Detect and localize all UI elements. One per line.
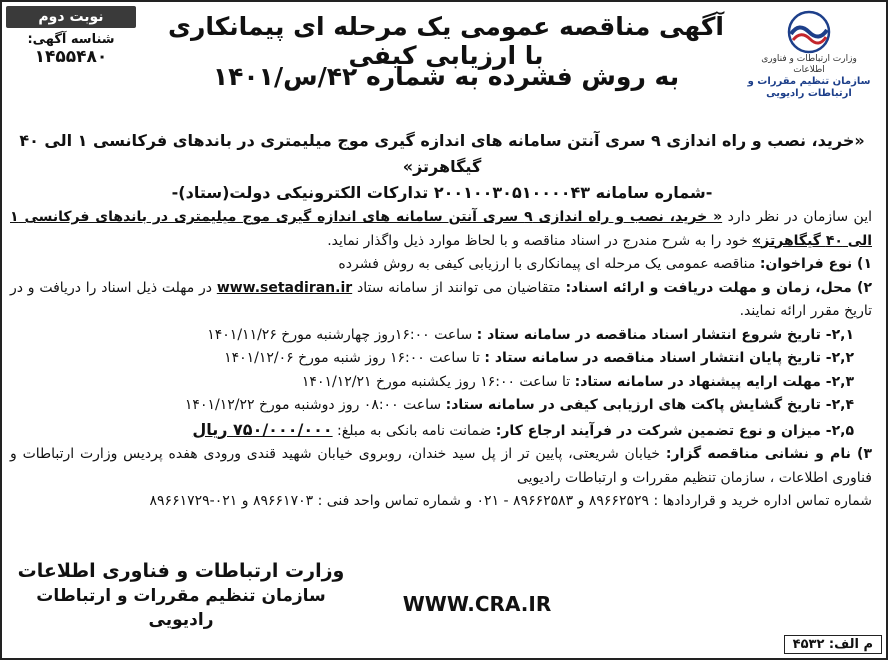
notice-id-label: شناسه آگهی: [27,32,115,47]
guarantee-amount: ۷۵۰/۰۰۰/۰۰۰ ریال [192,419,333,439]
intro-text: این سازمان در نظر دارد [722,209,873,225]
notice-number: به روش فشرده به شماره ۴۲/س/۱۴۰۱ [212,62,680,91]
item-text: ساعت ۰۸:۰۰ روز دوشنبه مورخ ۱۴۰۱/۱۲/۲۲ [184,397,446,413]
subject-line-1: «خرید، نصب و راه اندازی ۹ سری آنتن سامانه های اندازه گیری موج میلیمتری در باندهای فرکانسی ۱ الی ۴۰ گیگاهرتز» [19,131,865,176]
logo-organization: سازمان تنظیم مقررات و ارتباطات رادیویی [747,75,871,99]
section-3-text: خیابان شریعتی، پایین تر از پل سید خندان، روبروی خیابان شهید قندی ورودی هفده پردیس وزارت ارتباطات و فناوری اطلاعات ، سازمان تنظیم مقررات و ارتباطات رادیویی [10,446,872,486]
section-2 [10,277,872,324]
item-text: تا ساعت ۱۶:۰۰ روز یکشنبه مورخ ۱۴۰۱/۱۲/۲۱ [301,373,575,390]
section-1 [10,253,872,277]
section-1-text: مناقصه عمومی یک مرحله ای پیمانکاری با ارزیابی کیفی به روش فشرده [338,256,760,272]
notice-body [10,206,872,514]
subject-line-2: -شماره سامانه ۲۰۰۱۰۰۳۰۵۱۰۰۰۰۴۳ تدارکات الکترونیکی دولت(ستاد)- [171,183,713,202]
item-2-5 [10,418,872,444]
cra-wave-logo-icon [779,10,839,54]
item-text: ضمانت نامه بانکی به مبلغ: [332,422,496,439]
notice-id: ۱۴۵۵۴۸۰ [34,47,108,67]
item-2-4 [10,394,872,418]
item-label: ۲,۱- تاریخ شروع انتشار اسناد مناقصه در سامانه ستاد : [476,326,854,343]
item-label: ۲,۴- تاریخ گشایش پاکت های ارزیابی کیفی در سامانه ستاد: [445,397,854,413]
intro-tail: خود را به شرح مندرج در اسناد مناقصه و با لحاظ موارد ذیل واگذار نماید. [327,232,753,249]
item-label: ۲,۲- تاریخ پایان انتشار اسناد مناقصه در سامانه ستاد : [484,350,854,366]
item-label: ۲,۳- مهلت ارایه پیشنهاد در سامانه ستاد: [574,373,854,390]
item-text: ساعت ۱۶:۰۰روز چهارشنبه مورخ ۱۴۰۱/۱۱/۲۶ [207,326,477,343]
tender-subject [12,128,872,206]
section-2-label: ۲) محل، زمان و مهلت دریافت و ارائه اسناد: [565,279,872,296]
contact-numbers: شماره تماس اداره خرید و قراردادها : ۸۹۶۶۲۵۲۹ و ۸۹۶۶۲۵۸۳ - ۰۲۱ و شماره تماس واحد فنی : ۸۹۶۶۱۷۰۳ و ۰۲۱-۸۹۶۶۱۷۲۹ [149,493,872,509]
section-1-label: ۱) نوع فراخوان: [759,256,872,272]
item-text: تا ساعت ۱۶:۰۰ روز شنبه مورخ ۱۴۰۱/۱۲/۰۶ [224,350,485,366]
setadiran-link[interactable]: www.setadiran.ir [216,279,353,296]
item-label: ۲,۵- میزان و نوع تضمین شرکت در فرآیند ارجاع کار: [495,422,854,439]
section-3 [10,443,872,490]
item-2-2 [10,347,872,371]
footer-ministry: وزارت ارتباطات و فناوری اطلاعات [17,560,345,582]
footer-organization [16,558,346,632]
section-2-tail: در مهلت ذیل اسناد را دریافت و در تاریخ مقرر ارائه نمایند. [10,279,872,319]
logo-ministry: وزارت ارتباطات و فناوری اطلاعات [761,54,857,75]
cra-website-link[interactable]: WWW.CRA.IR [402,592,552,616]
item-2-3 [10,371,872,395]
section-2-text: متقاضیان می توانند از سامانه ستاد [352,279,566,296]
notice-title: آگهی مناقصه عمومی یک مرحله ای پیمانکاری با ارزیابی کیفی [168,12,724,70]
intro-paragraph [10,206,872,253]
cra-logo [744,10,874,99]
section-3-label: ۳) نام و نشانی مناقصه گزار: [665,446,873,462]
notice-code: م الف: ۴۵۳۲ [784,635,882,654]
item-2-1 [10,324,872,348]
publication-turn: نوبت دوم [6,6,136,28]
notice-badge [6,6,136,67]
footer-cra: سازمان تنظیم مقررات و ارتباطات رادیویی [36,586,326,630]
intro-subject: « خرید، نصب و راه اندازی ۹ سری آنتن سامانه های اندازه گیری موج میلیمتری در باندهای فرکانسی ۱ الی ۴۰ گیگاهرتز» [10,209,872,249]
